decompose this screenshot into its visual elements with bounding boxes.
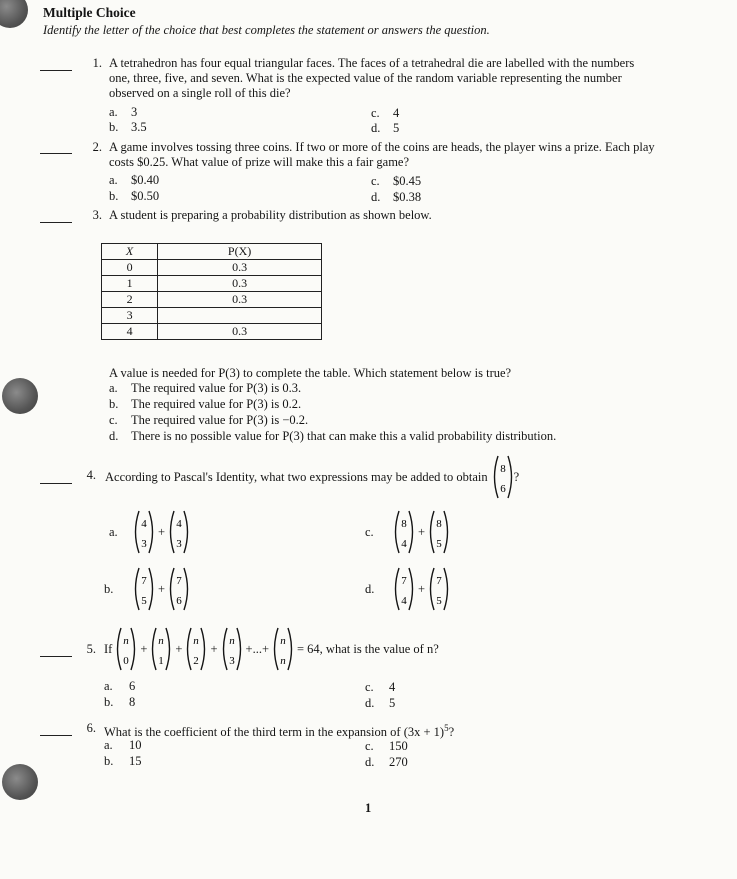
q4-option-c: c. 8 4 + 8 5 — [365, 508, 450, 556]
column-header-x: X — [102, 244, 158, 260]
page-number: 1 — [365, 801, 372, 815]
left-paren — [396, 568, 400, 610]
question-1-number: 1. — [92, 56, 102, 70]
left-paren — [136, 511, 140, 553]
question-6-text: What is the coefficient of the third term in the expansion of $(3x + 1)^5$? — [104, 723, 455, 740]
q1-option-c: c. 4 — [371, 106, 400, 120]
binomial — [492, 454, 514, 500]
left-paren — [171, 568, 175, 610]
cell-x: 3 — [102, 308, 158, 324]
q5-option-c: c. 4 — [365, 680, 396, 694]
right-paren — [149, 511, 153, 553]
binomial-top: 8 — [436, 518, 442, 530]
binomial — [428, 566, 450, 612]
right-paren — [166, 628, 170, 670]
section-title: Multiple Choice — [43, 5, 136, 20]
binomial-top: 8 — [401, 518, 407, 530]
binomial — [185, 626, 207, 672]
right-paren — [444, 511, 448, 553]
table-row — [102, 276, 322, 292]
binomial-top: 8 — [499, 463, 506, 475]
binomial — [221, 626, 243, 672]
probability-table — [101, 243, 322, 340]
cell-x: 2 — [102, 292, 158, 308]
binomial-bottom: 4 — [401, 595, 407, 607]
answer-blank-5[interactable] — [40, 656, 72, 657]
left-paren — [188, 628, 192, 670]
binomial-top: n — [228, 635, 235, 647]
answer-blank-6[interactable] — [40, 735, 72, 736]
binomial-bottom: 5 — [436, 538, 442, 550]
punch-hole-top — [0, 0, 28, 28]
left-paren — [118, 628, 122, 670]
q2-option-d: d. $0.38 — [371, 190, 422, 204]
q3-option-b: b. The required value for P(3) is 0.2. — [109, 397, 302, 411]
answer-blank-1[interactable] — [40, 70, 72, 71]
left-paren — [223, 628, 227, 670]
answer-blank-3[interactable] — [40, 222, 72, 223]
cell-x: 1 — [102, 276, 158, 292]
q6-option-b: b. 15 — [104, 754, 142, 768]
right-paren — [149, 568, 153, 610]
q5-option-a: a. 6 — [104, 679, 136, 693]
binomial-top: 7 — [401, 575, 407, 587]
q6-option-a: a. 10 — [104, 738, 142, 752]
right-paren — [444, 568, 448, 610]
binomial-top: 7 — [141, 575, 147, 587]
q2-option-b: b. $0.50 — [109, 189, 160, 203]
binomial-top: 7 — [176, 575, 182, 587]
question-2-text: A game involves tossing three coins. If two or more of the coins are heads, the player wins a prize. Each play costs $0.25. What value of prize will make this a fair game? — [109, 140, 655, 169]
q2-option-a: a. $0.40 — [109, 173, 160, 187]
left-paren — [171, 511, 175, 553]
table-row — [102, 260, 322, 276]
question-3-prompt: A value is needed for P(3) to complete the table. Which statement below is true? — [109, 366, 512, 380]
binomial-bottom: 6 — [176, 595, 182, 607]
table-row — [102, 308, 322, 324]
cell-px — [158, 308, 322, 324]
binomial — [272, 626, 294, 672]
q4-option-d: d. 7 4 + 7 5 — [365, 565, 450, 613]
q3-option-a: a. The required value for P(3) is 0.3. — [109, 381, 302, 395]
binomial — [168, 509, 190, 555]
q2-option-c: c. $0.45 — [371, 174, 422, 188]
q1-option-b: b. 3.5 — [109, 120, 147, 134]
table-row — [102, 292, 322, 308]
left-paren — [136, 568, 140, 610]
binomial — [168, 566, 190, 612]
cell-px: 0.3 — [158, 324, 322, 340]
left-paren — [275, 628, 279, 670]
binomial-top: n — [193, 635, 200, 647]
question-3-number: 3. — [92, 208, 102, 222]
binomial-top: 4 — [176, 518, 182, 530]
q3-option-d: d. There is no possible value for P(3) that can make this a valid probability distribution. — [109, 429, 557, 443]
right-paren — [184, 511, 188, 553]
punch-hole-bottom — [2, 764, 38, 800]
instructions: Identify the letter of the choice that best completes the statement or answers the question. — [43, 23, 490, 37]
binomial — [133, 509, 155, 555]
question-2-number: 2. — [92, 140, 102, 154]
right-paren — [409, 568, 413, 610]
answer-blank-2[interactable] — [40, 153, 72, 154]
left-paren — [431, 511, 435, 553]
left-paren — [494, 456, 498, 498]
binomial-top: 4 — [141, 518, 147, 530]
right-paren — [409, 511, 413, 553]
q5-option-d: d. 5 — [365, 696, 396, 710]
binomial-bottom: 3 — [141, 538, 147, 550]
binomial-bottom: 1 — [158, 655, 165, 667]
binomial-bottom: 6 — [499, 483, 506, 495]
binomial — [150, 626, 172, 672]
question-4-number: 4. — [86, 468, 96, 482]
right-paren — [131, 628, 135, 670]
binomial-bottom: 5 — [141, 595, 147, 607]
cell-x: 4 — [102, 324, 158, 340]
q5-option-b: b. 8 — [104, 695, 136, 709]
q1-option-d: d. 5 — [371, 121, 400, 135]
question-3-text: A student is preparing a probability distribution as shown below. — [109, 208, 432, 222]
right-paren — [201, 628, 205, 670]
q6-option-d: d. 270 — [365, 755, 408, 769]
q1-option-a: a. 3 — [109, 105, 138, 119]
binomial — [115, 626, 137, 672]
question-6-number: 6. — [86, 721, 96, 735]
binomial-bottom: 3 — [228, 655, 235, 667]
question-1-text: A tetrahedron has four equal triangular faces. The faces of a tetrahedral die are labelled with the numbers one, three, five, and seven. What is the expected value of the random variable representing the number observed on a single roll of this die? — [109, 56, 635, 100]
question-5-number: 5. — [86, 642, 96, 656]
cell-px: 0.3 — [158, 292, 322, 308]
left-paren — [431, 568, 435, 610]
binomial-bottom: 5 — [436, 595, 442, 607]
binomial — [393, 509, 415, 555]
binomial — [133, 566, 155, 612]
cell-px: 0.3 — [158, 260, 322, 276]
binomial-top: 7 — [436, 575, 442, 587]
binomial-top: n — [123, 635, 130, 647]
punch-hole-middle — [2, 378, 38, 414]
q6-option-c: c. 150 — [365, 739, 408, 753]
left-paren — [153, 628, 157, 670]
cell-x: 0 — [102, 260, 158, 276]
q3-option-c: c. The required value for P(3) is −0.2. — [109, 413, 309, 427]
binomial-bottom: 3 — [176, 538, 182, 550]
answer-blank-4[interactable] — [40, 483, 72, 484]
binomial — [428, 509, 450, 555]
binomial-top: n — [280, 635, 286, 647]
q4-option-a: a. 4 3 + 4 3 — [109, 508, 190, 556]
binomial — [393, 566, 415, 612]
table-row — [102, 324, 322, 340]
right-paren — [184, 568, 188, 610]
table-header-row — [102, 244, 322, 260]
cell-px: 0.3 — [158, 276, 322, 292]
binomial-top: n — [158, 635, 165, 647]
question-4-text: According to Pascal's Identity, what two expressions may be added to obtain 8 6 ? — [105, 455, 519, 499]
q4-option-b: b. 7 5 + 7 6 — [104, 565, 190, 613]
question-5-text: If n 0 + n 1 + n 2 + n 3 +...+ n n = 64, what is the value of n? — [104, 625, 439, 673]
binomial-bottom: 0 — [123, 655, 130, 667]
right-paren — [237, 628, 241, 670]
binomial-bottom: n — [280, 655, 286, 667]
binomial-bottom: 4 — [401, 538, 407, 550]
binomial-bottom: 2 — [193, 655, 200, 667]
left-paren — [396, 511, 400, 553]
column-header-px: P(X) — [158, 244, 322, 260]
expansion-expression: $(3x + 1)^5$? — [403, 723, 455, 740]
right-paren — [508, 456, 512, 498]
right-paren — [288, 628, 292, 670]
